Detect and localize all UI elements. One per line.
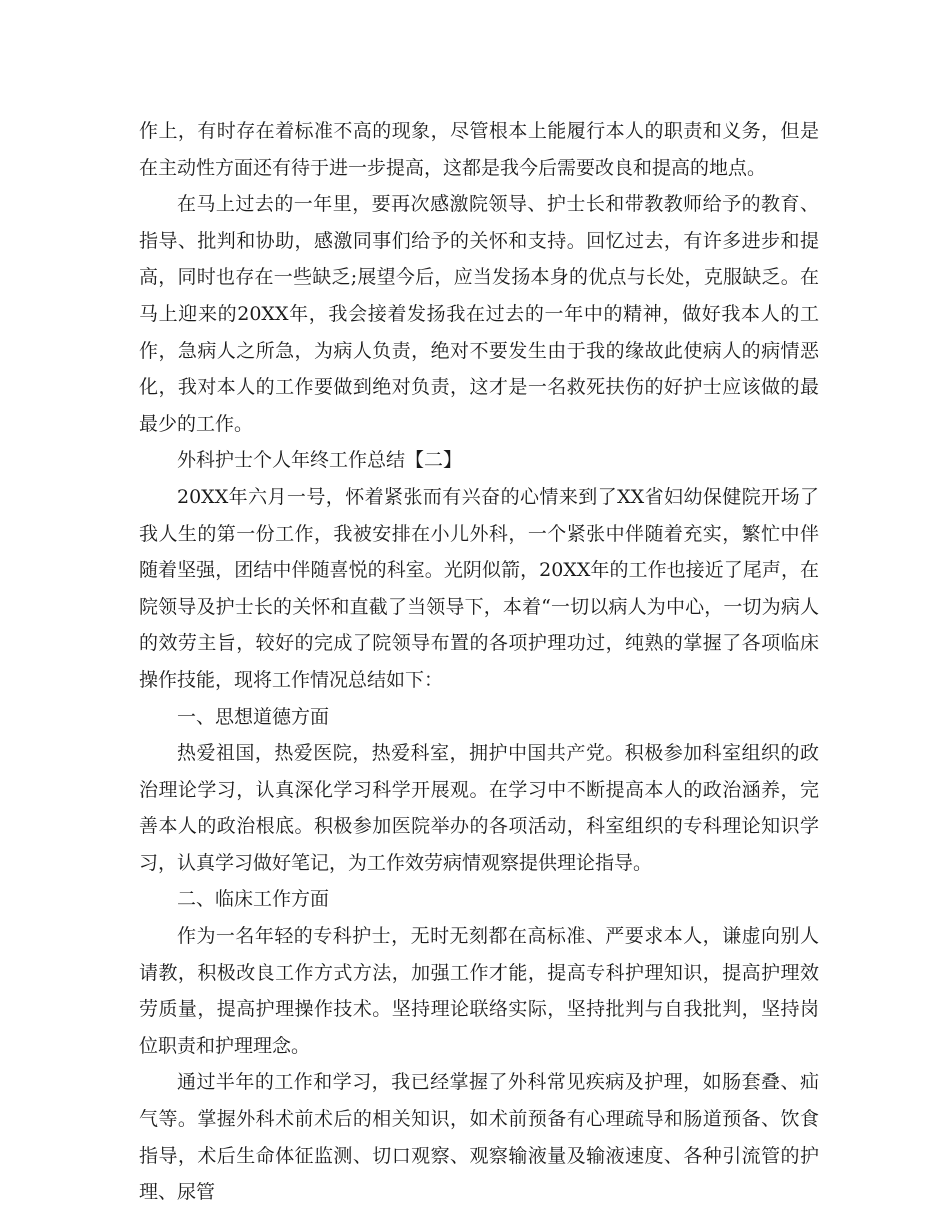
paragraph-3: 20XX年六月一号，怀着紧张而有兴奋的心情来到了XX省妇幼保健院开场了我人生的第一份工作，我被安排在小儿外科，一个紧张中伴随着充实，繁忙中伴随着坚强，团结中伴随喜悦的科室。光阴似箭，20XX年的工作也接近了尾声，在院领导及护士长的关怀和直截了当领导下，本着“一切以病人为中心，一切为病人的效劳主旨，较好的完成了院领导布置的各项护理功过，纯熟的掌握了各项临床操作技能，现将工作情况总结如下： xyxy=(139,485,819,691)
paragraph-1: 作上，有时存在着标准不高的现象，尽管根本上能履行本人的职责和义务，但是在主动性方面还有待于进一步提高，这都是我今后需要改良和提高的地点。 xyxy=(139,120,819,179)
document-page xyxy=(139,113,819,1211)
paragraph-2: 在马上过去的一年里，要再次感激院领导、护士长和带教教师给予的教育、指导、批判和协助，感激同事们给予的关怀和支持。回忆过去，有许多进步和提高，同时也存在一些缺乏;展望今后，应当发扬本身的优点与长处，克服缺乏。在马上迎来的20XX年，我会接着发扬我在过去的一年中的精神，做好我本人的工作，急病人之所急，为病人负责，绝对不要发生由于我的缘故此使病人的病情恶化，我对本人的工作要做到绝对负责，这才是一名救死扶伤的好护士应该做的最最少的工作。 xyxy=(139,193,819,435)
paragraph-4: 热爱祖国，热爱医院，热爱科室，拥护中国共产党。积极参加科室组织的政治理论学习，认真深化学习科学开展观。在学习中不断提高本人的政治涵养，完善本人的政治根底。积极参加医院举办的各项活动，科室组织的专科理论知识学习，认真学习做好笔记，为工作效劳病情观察提供理论指导。 xyxy=(139,742,819,874)
subheading-ideology: 一、思想道德方面 xyxy=(177,705,330,728)
subheading-clinical-work: 二、临床工作方面 xyxy=(177,888,330,911)
paragraph-6: 通过半年的工作和学习，我已经掌握了外科常见疾病及护理，如肠套叠、疝气等。掌握外科术前术后的相关知识，如术前预备有心理疏导和肠道预备、饮食指导，术后生命体征监测、切口观察、观察输液量及输液速度、各种引流管的护理、尿管 xyxy=(139,1071,819,1204)
section-title-2: 外科护士个人年终工作总结【二】 xyxy=(177,449,463,472)
paragraph-5: 作为一名年轻的专科护士，无时无刻都在高标准、严要求本人，谦虚向别人请教，积极改良工作方式方法，加强工作才能，提高专科护理知识，提高护理效劳质量，提高护理操作技术。坚持理论联络实际，坚持批判与自我批判，坚持岗位职责和护理理念。 xyxy=(139,925,819,1057)
